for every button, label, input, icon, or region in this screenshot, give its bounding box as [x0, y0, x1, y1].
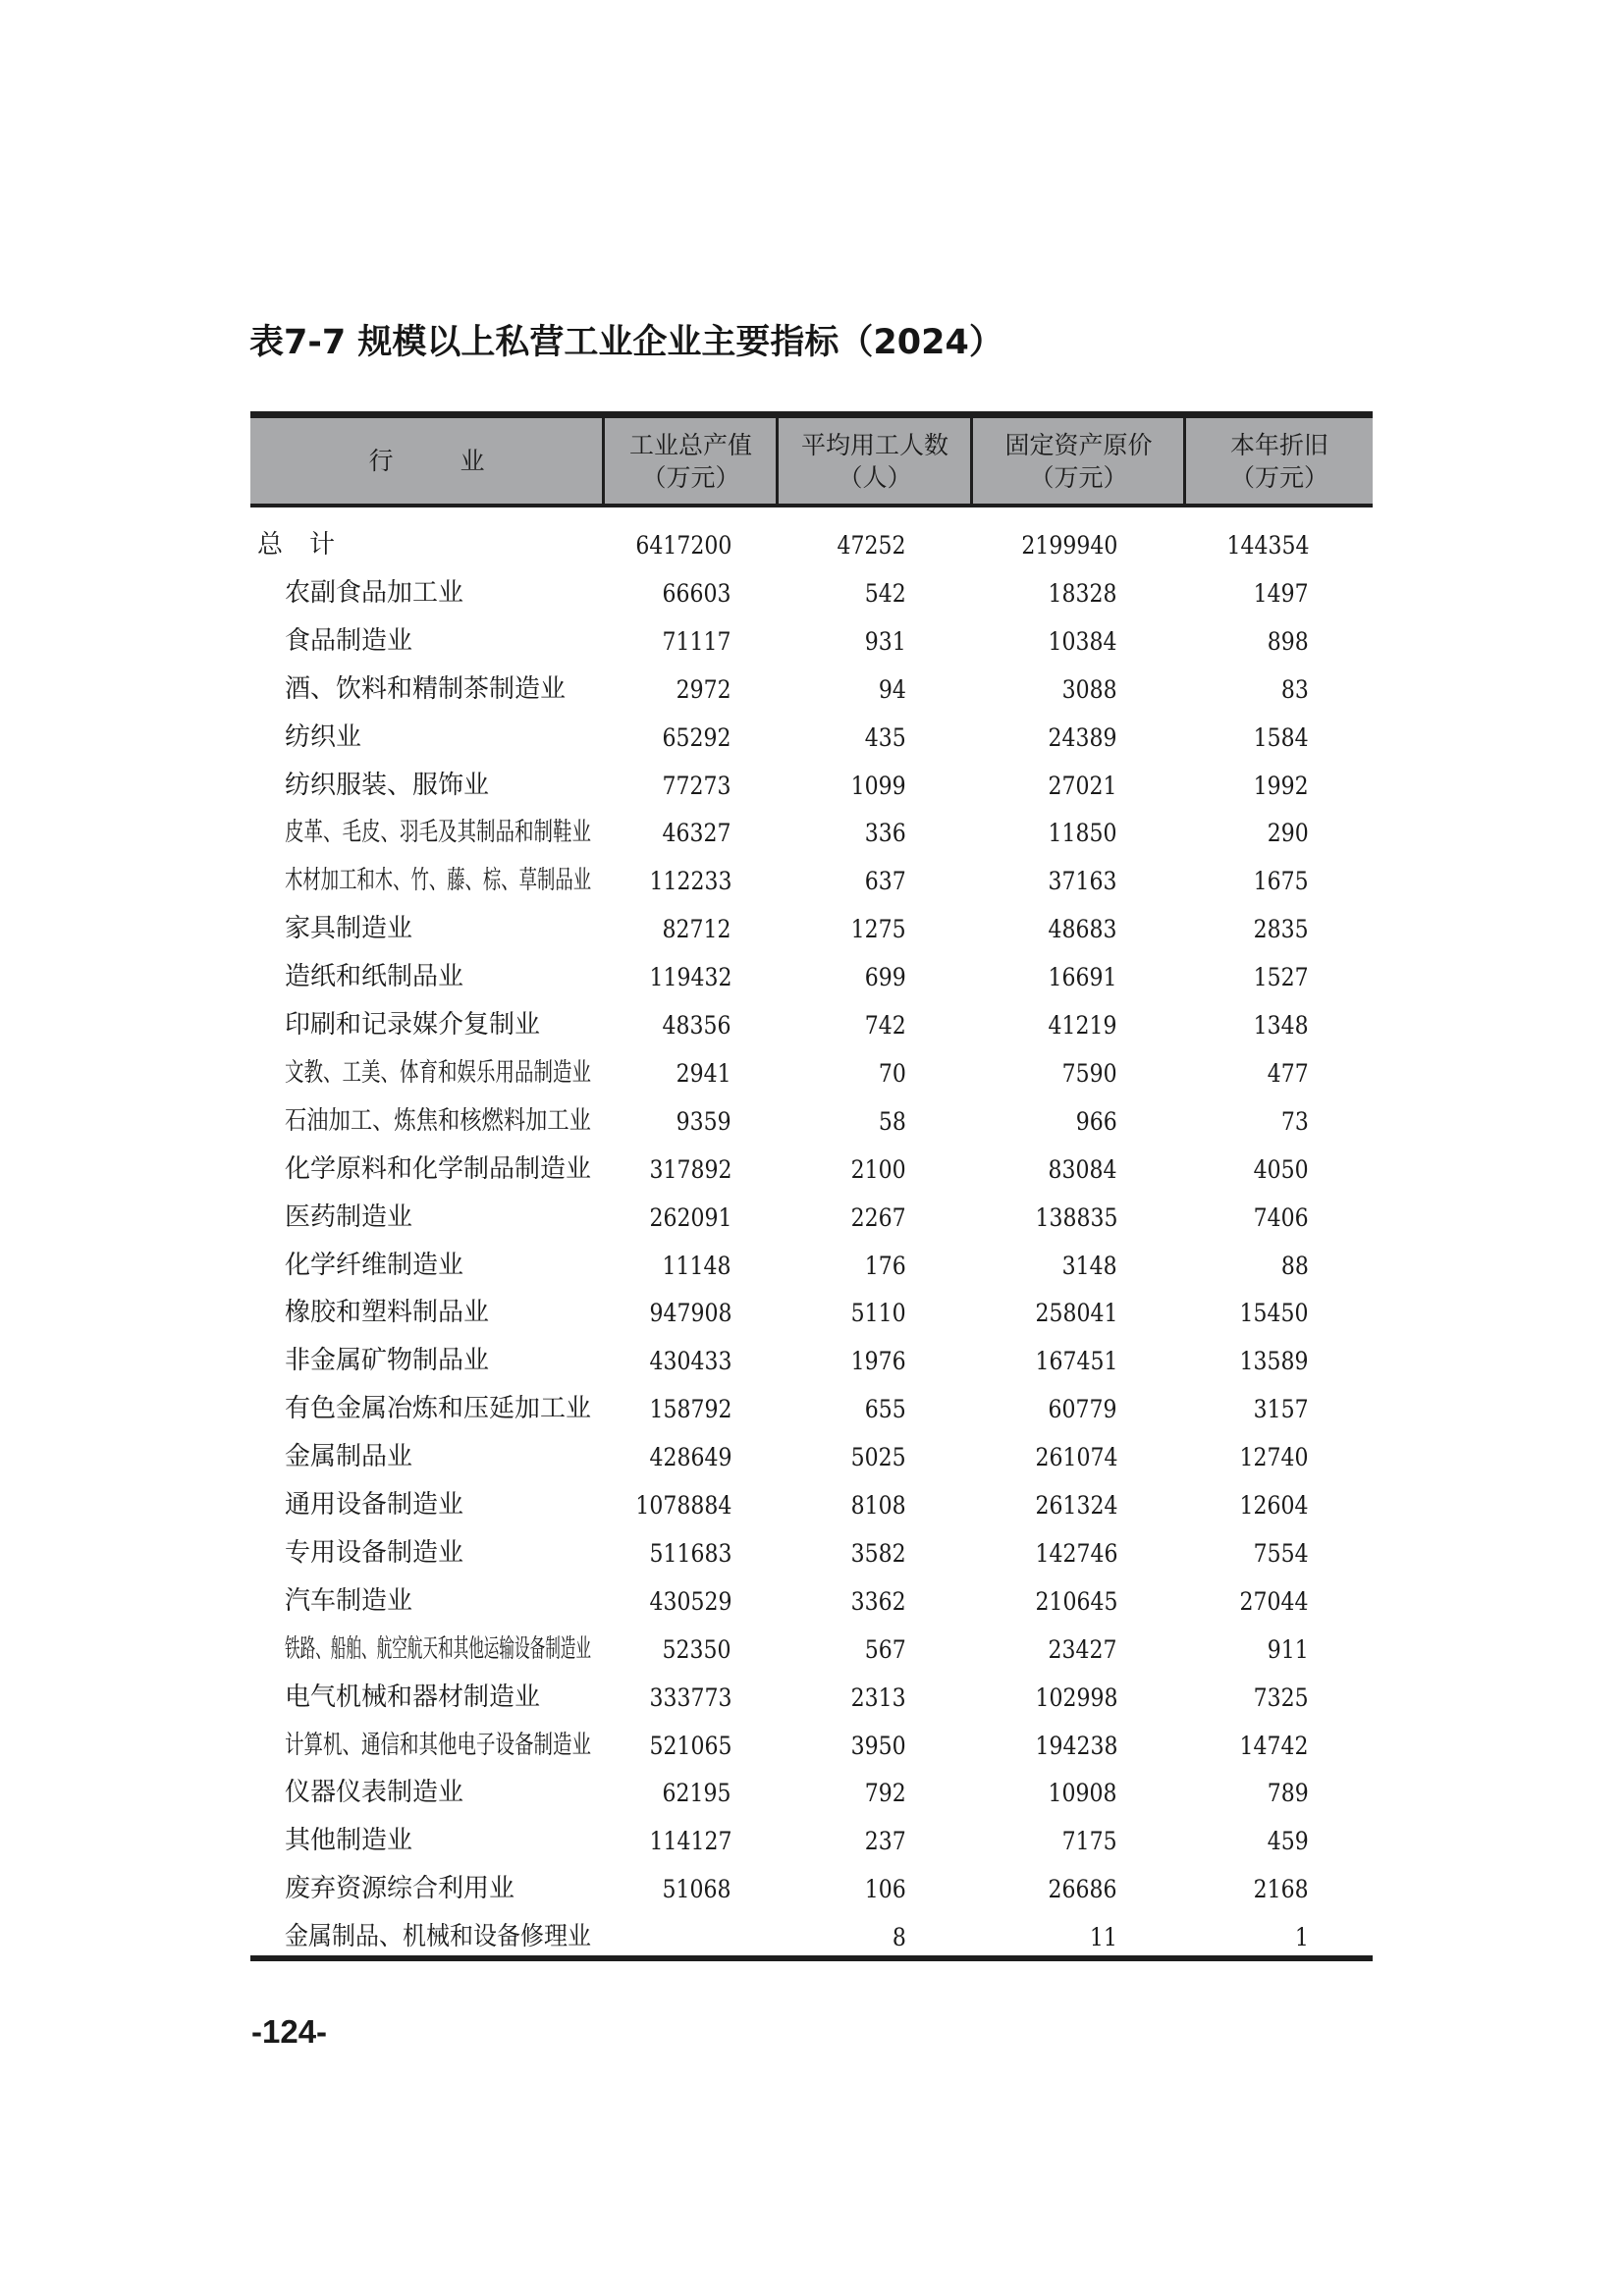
cell-fixed-assets: 10908	[1049, 1779, 1117, 1808]
cell-output-value: 262091	[649, 1202, 731, 1232]
table-row	[250, 569, 1373, 617]
cell-depreciation: 459	[1268, 1827, 1309, 1856]
cell-output-value: 46327	[663, 819, 731, 848]
header-avg-employees-unit: （人）	[838, 462, 912, 492]
cell-output-value: 114127	[649, 1827, 731, 1856]
cell-depreciation: 88	[1281, 1251, 1309, 1280]
header-avg-employees	[779, 418, 971, 504]
data-table	[250, 411, 1373, 1961]
row-label: 通用设备制造业	[285, 1490, 464, 1520]
header-industry	[250, 418, 603, 504]
cell-avg-employees: 2313	[851, 1682, 906, 1712]
cell-depreciation: 789	[1268, 1779, 1309, 1808]
row-label: 纺织服装、服饰业	[285, 770, 490, 800]
cell-fixed-assets: 27021	[1049, 771, 1117, 800]
table-row	[250, 1865, 1373, 1913]
cell-output-value: 65292	[663, 722, 731, 752]
table-bottom-rule	[250, 1955, 1373, 1961]
table-row	[250, 1626, 1373, 1674]
cell-fixed-assets: 10384	[1049, 626, 1117, 656]
table-row	[250, 1817, 1373, 1865]
cell-fixed-assets: 258041	[1035, 1299, 1117, 1328]
cell-output-value: 52350	[663, 1634, 731, 1664]
cell-output-value: 66603	[663, 578, 731, 608]
table-top-rule	[250, 411, 1373, 418]
cell-depreciation: 290	[1268, 819, 1309, 848]
cell-output-value: 1078884	[635, 1491, 731, 1520]
header-bottom-rule	[250, 504, 1373, 507]
cell-avg-employees: 176	[865, 1251, 906, 1280]
cell-avg-employees: 58	[879, 1106, 906, 1136]
cell-depreciation: 12604	[1240, 1491, 1309, 1520]
cell-avg-employees: 3362	[851, 1586, 906, 1616]
cell-fixed-assets: 11	[1090, 1923, 1117, 1952]
table-row	[250, 1001, 1373, 1049]
cell-depreciation: 3157	[1254, 1395, 1309, 1424]
cell-avg-employees: 637	[865, 867, 906, 896]
table-row	[250, 905, 1373, 953]
table-row	[250, 953, 1373, 1001]
table-header	[250, 418, 1373, 504]
cell-output-value: 9359	[677, 1106, 731, 1136]
row-label: 总计	[257, 530, 362, 560]
cell-depreciation: 73	[1281, 1106, 1309, 1136]
table-row	[250, 1722, 1373, 1770]
table-row	[250, 1481, 1373, 1529]
cell-avg-employees: 70	[879, 1058, 906, 1088]
cell-fixed-assets: 261074	[1035, 1443, 1117, 1472]
cell-avg-employees: 8108	[851, 1491, 906, 1520]
cell-output-value: 112233	[649, 867, 731, 896]
cell-fixed-assets: 18328	[1049, 578, 1117, 608]
cell-fixed-assets: 3148	[1062, 1251, 1117, 1280]
row-label: 废弃资源综合利用业	[285, 1874, 515, 1904]
cell-avg-employees: 655	[865, 1395, 906, 1424]
cell-avg-employees: 2100	[851, 1154, 906, 1184]
cell-avg-employees: 47252	[838, 531, 906, 560]
table-row	[250, 1289, 1373, 1337]
header-industry-label: 行 业	[368, 447, 514, 475]
cell-fixed-assets: 261324	[1035, 1491, 1117, 1520]
row-label: 专用设备制造业	[285, 1537, 464, 1568]
header-output-value	[605, 418, 777, 504]
cell-output-value: 11148	[663, 1251, 731, 1280]
table-title: 表7-7 规模以上私营工业企业主要指标（2024）	[249, 323, 1003, 362]
row-label: 家具制造业	[285, 914, 413, 944]
table-row	[250, 1674, 1373, 1722]
table-row	[250, 1146, 1373, 1194]
row-label: 化学原料和化学制品制造业	[285, 1153, 592, 1184]
cell-avg-employees: 237	[865, 1827, 906, 1856]
cell-depreciation: 4050	[1254, 1154, 1309, 1184]
cell-avg-employees: 3582	[851, 1538, 906, 1568]
table-row	[250, 1769, 1373, 1817]
cell-depreciation: 2835	[1254, 915, 1309, 944]
cell-fixed-assets: 194238	[1035, 1731, 1117, 1760]
cell-avg-employees: 5110	[851, 1299, 906, 1328]
table-row	[250, 1385, 1373, 1433]
row-label: 农副食品加工业	[285, 577, 464, 608]
cell-fixed-assets: 24389	[1049, 722, 1117, 752]
table-row-total	[250, 521, 1373, 569]
cell-fixed-assets: 3088	[1062, 674, 1117, 704]
cell-avg-employees: 8	[893, 1923, 906, 1952]
cell-output-value: 333773	[649, 1682, 731, 1712]
cell-fixed-assets: 41219	[1049, 1011, 1117, 1040]
cell-fixed-assets: 16691	[1049, 963, 1117, 992]
cell-depreciation: 14742	[1240, 1731, 1309, 1760]
row-label: 食品制造业	[285, 625, 413, 656]
table-row	[250, 1577, 1373, 1626]
table-row	[250, 1433, 1373, 1481]
cell-fixed-assets: 7175	[1062, 1827, 1117, 1856]
cell-avg-employees: 542	[865, 578, 906, 608]
cell-output-value: 511683	[649, 1538, 731, 1568]
cell-output-value: 6417200	[635, 531, 731, 560]
header-avg-employees-label: 平均用工人数	[800, 430, 948, 459]
table-row	[250, 857, 1373, 905]
cell-fixed-assets: 2199940	[1021, 531, 1117, 560]
cell-avg-employees: 106	[865, 1875, 906, 1904]
cell-depreciation: 1348	[1254, 1011, 1309, 1040]
cell-avg-employees: 3950	[851, 1731, 906, 1760]
cell-output-value: 317892	[649, 1154, 731, 1184]
cell-avg-employees: 94	[879, 674, 906, 704]
table-row	[250, 1337, 1373, 1385]
header-fixed-assets-unit: （万元）	[1029, 462, 1128, 492]
row-label: 非金属矿物制品业	[285, 1346, 490, 1376]
cell-output-value: 521065	[649, 1731, 731, 1760]
cell-fixed-assets: 83084	[1049, 1154, 1117, 1184]
cell-depreciation: 1527	[1254, 963, 1309, 992]
cell-fixed-assets: 60779	[1049, 1395, 1117, 1424]
cell-fixed-assets: 102998	[1035, 1682, 1117, 1712]
cell-depreciation: 7325	[1254, 1682, 1309, 1712]
row-label: 文教、工美、体育和娱乐用品制造业	[285, 1057, 592, 1088]
table-row	[250, 714, 1373, 762]
cell-avg-employees: 435	[865, 722, 906, 752]
cell-depreciation: 1	[1295, 1923, 1309, 1952]
row-label: 印刷和记录媒介复制业	[285, 1010, 541, 1040]
table-row	[250, 1242, 1373, 1290]
header-output-value-unit: （万元）	[641, 462, 740, 492]
row-label: 金属制品业	[285, 1442, 413, 1472]
cell-output-value: 48356	[663, 1011, 731, 1040]
cell-depreciation: 7406	[1254, 1202, 1309, 1232]
table-row	[250, 1049, 1373, 1097]
row-label: 酒、饮料和精制茶制造业	[285, 673, 567, 704]
row-label: 汽车制造业	[285, 1585, 413, 1616]
cell-depreciation: 83	[1281, 674, 1309, 704]
cell-fixed-assets: 966	[1076, 1106, 1117, 1136]
cell-avg-employees: 5025	[851, 1443, 906, 1472]
header-depreciation	[1186, 418, 1373, 504]
cell-depreciation: 477	[1268, 1058, 1309, 1088]
cell-depreciation: 15450	[1240, 1299, 1309, 1328]
cell-fixed-assets: 37163	[1049, 867, 1117, 896]
header-depreciation-unit: （万元）	[1229, 462, 1328, 492]
row-label: 木材加工和木、竹、藤、棕、草制品业	[285, 866, 592, 896]
cell-output-value: 119432	[649, 963, 731, 992]
cell-output-value: 158792	[649, 1395, 731, 1424]
header-fixed-assets-label: 固定资产原价	[1004, 430, 1153, 459]
cell-output-value: 2972	[677, 674, 731, 704]
cell-avg-employees: 567	[865, 1634, 906, 1664]
cell-depreciation: 1992	[1254, 771, 1309, 800]
row-label: 皮革、毛皮、羽毛及其制品和制鞋业	[285, 818, 592, 848]
table-row	[250, 1097, 1373, 1146]
row-label: 仪器仪表制造业	[285, 1778, 464, 1808]
header-depreciation-label: 本年折旧	[1229, 430, 1328, 459]
table-row	[250, 1194, 1373, 1242]
cell-depreciation: 12740	[1240, 1443, 1309, 1472]
row-label: 医药制造业	[285, 1201, 413, 1232]
page-number: -124-	[251, 2013, 328, 2050]
row-label: 石油加工、炼焦和核燃料加工业	[285, 1105, 591, 1136]
cell-output-value: 77273	[663, 771, 731, 800]
cell-avg-employees: 792	[865, 1779, 906, 1808]
cell-fixed-assets: 23427	[1049, 1634, 1117, 1664]
header-fixed-assets	[973, 418, 1184, 504]
row-label: 电气机械和器材制造业	[285, 1682, 541, 1712]
cell-fixed-assets: 142746	[1035, 1538, 1117, 1568]
cell-fixed-assets: 48683	[1049, 915, 1117, 944]
cell-avg-employees: 931	[865, 626, 906, 656]
cell-fixed-assets: 210645	[1035, 1586, 1117, 1616]
row-label: 计算机、通信和其他电子设备制造业	[285, 1730, 592, 1760]
cell-fixed-assets: 11850	[1049, 819, 1117, 848]
cell-output-value: 82712	[663, 915, 731, 944]
row-label: 化学纤维制造业	[285, 1250, 464, 1280]
cell-output-value: 62195	[663, 1779, 731, 1808]
cell-fixed-assets: 167451	[1035, 1347, 1117, 1376]
cell-output-value: 430529	[649, 1586, 731, 1616]
cell-depreciation: 27044	[1240, 1586, 1309, 1616]
cell-output-value: 428649	[649, 1443, 731, 1472]
cell-depreciation: 144354	[1226, 531, 1309, 560]
cell-depreciation: 13589	[1240, 1347, 1309, 1376]
cell-avg-employees: 2267	[851, 1202, 906, 1232]
table-row	[250, 666, 1373, 714]
cell-avg-employees: 1976	[851, 1347, 906, 1376]
cell-depreciation: 1584	[1254, 722, 1309, 752]
row-label: 金属制品、机械和设备修理业	[285, 1922, 591, 1952]
row-label: 纺织业	[285, 721, 362, 752]
cell-depreciation: 898	[1268, 626, 1309, 656]
table-row	[250, 617, 1373, 666]
cell-output-value: 947908	[649, 1299, 731, 1328]
cell-depreciation: 7554	[1254, 1538, 1309, 1568]
cell-depreciation: 911	[1268, 1634, 1309, 1664]
cell-fixed-assets: 26686	[1049, 1875, 1117, 1904]
header-output-value-label: 工业总产值	[628, 430, 752, 459]
table-row	[250, 762, 1373, 810]
cell-output-value: 430433	[649, 1347, 731, 1376]
cell-depreciation: 1497	[1254, 578, 1309, 608]
row-label: 铁路、船舶、航空航天和其他运输设备制造业	[285, 1633, 592, 1664]
table-row	[250, 1913, 1373, 1961]
cell-avg-employees: 1275	[851, 915, 906, 944]
row-label: 橡胶和塑料制品业	[285, 1298, 490, 1328]
row-label: 造纸和纸制品业	[285, 962, 464, 992]
cell-fixed-assets: 138835	[1035, 1202, 1117, 1232]
cell-output-value: 71117	[663, 626, 731, 656]
table-row	[250, 809, 1373, 857]
table-row	[250, 1529, 1373, 1577]
row-label: 有色金属冶炼和压延加工业	[285, 1394, 592, 1424]
cell-fixed-assets: 7590	[1062, 1058, 1117, 1088]
cell-avg-employees: 1099	[851, 771, 906, 800]
cell-avg-employees: 699	[865, 963, 906, 992]
cell-output-value: 2941	[677, 1058, 731, 1088]
row-label: 其他制造业	[285, 1826, 413, 1856]
cell-depreciation: 1675	[1254, 867, 1309, 896]
cell-output-value: 51068	[663, 1875, 731, 1904]
cell-avg-employees: 742	[865, 1011, 906, 1040]
cell-avg-employees: 336	[865, 819, 906, 848]
cell-depreciation: 2168	[1254, 1875, 1309, 1904]
